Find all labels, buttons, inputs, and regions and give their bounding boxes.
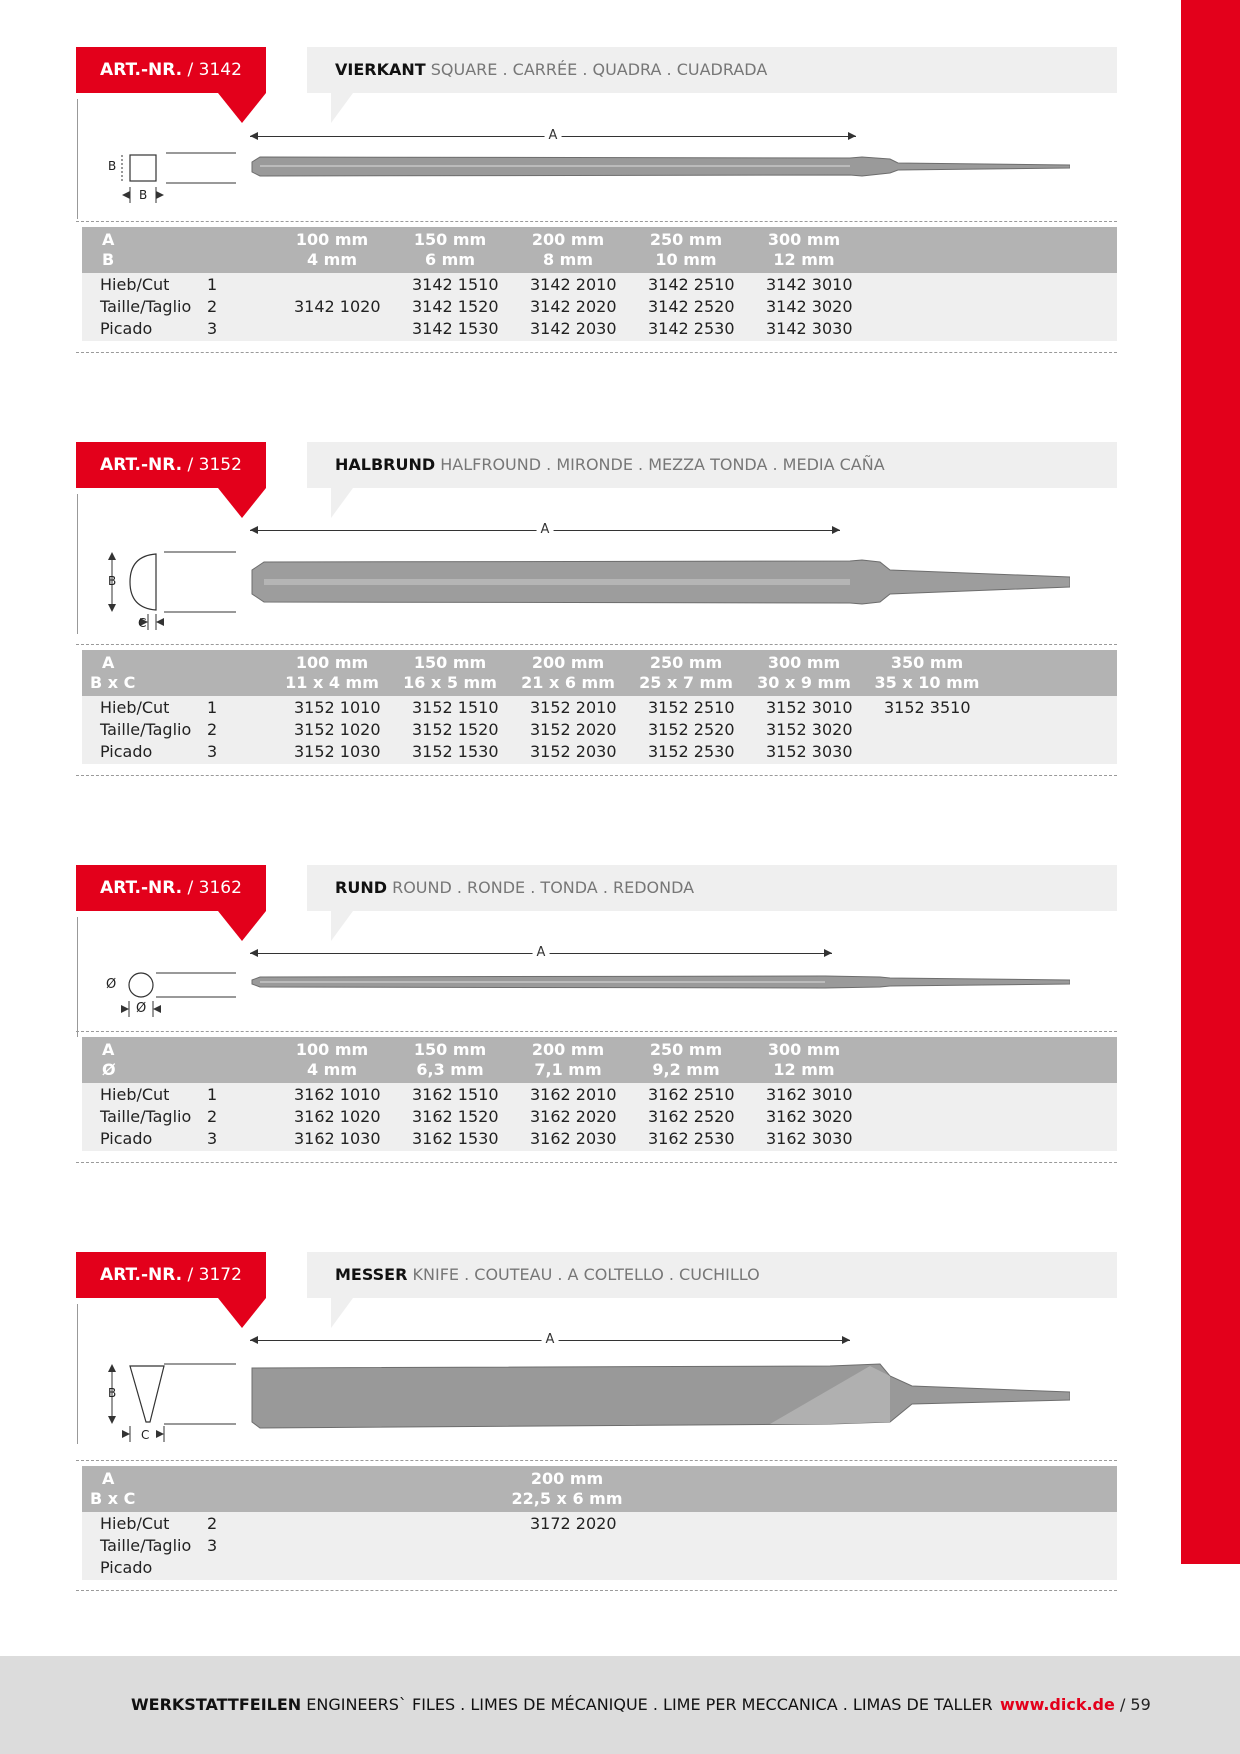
header-length: 300 mm bbox=[767, 1040, 841, 1059]
art-number-badge bbox=[76, 1252, 266, 1298]
row-cut: 3 bbox=[207, 742, 218, 761]
footer-title-rest: ENGINEERS` FILES . LIMES DE MÉCANIQUE . LIME PER MECCANICA . LIMAS DE TALLER bbox=[306, 1695, 993, 1714]
table-cell: 3152 3020 bbox=[766, 720, 853, 739]
divider-line bbox=[77, 99, 78, 219]
header-a-label: A bbox=[102, 230, 115, 249]
table-cell: 3142 3020 bbox=[766, 297, 853, 316]
row-cut: 3 bbox=[207, 1536, 218, 1555]
table-cell: 3162 1030 bbox=[294, 1129, 381, 1148]
header-size: 12 mm bbox=[773, 1060, 835, 1079]
cross-label-b: B bbox=[108, 1386, 117, 1400]
table-cell: 3162 1510 bbox=[412, 1085, 499, 1104]
row-cut: 1 bbox=[207, 698, 218, 717]
dimension-a-label: A bbox=[542, 1332, 559, 1348]
table-cell: 3142 2030 bbox=[530, 319, 617, 338]
table-cell: 3152 2020 bbox=[530, 720, 617, 739]
row-cut: 3 bbox=[207, 1129, 218, 1148]
header-size: 8 mm bbox=[542, 250, 594, 269]
product-name-de: VIERKANT bbox=[335, 60, 426, 79]
row-cut: 1 bbox=[207, 275, 218, 294]
cross-label-c: C bbox=[141, 1428, 150, 1442]
badge-pointer bbox=[218, 488, 266, 518]
header-length: 250 mm bbox=[649, 230, 723, 249]
table-cell: 3162 3030 bbox=[766, 1129, 853, 1148]
header-size: 22,5 x 6 mm bbox=[511, 1489, 623, 1508]
product-name-de: MESSER bbox=[335, 1265, 408, 1284]
art-prefix: ART.-NR. bbox=[100, 60, 183, 80]
header-length: 250 mm bbox=[649, 1040, 723, 1059]
table-cell: 3152 2030 bbox=[530, 742, 617, 761]
table-cell: 3142 2510 bbox=[648, 275, 735, 294]
row-label: Picado bbox=[100, 319, 153, 338]
art-number: / 3152 bbox=[187, 455, 242, 475]
product-title bbox=[307, 1252, 1117, 1298]
table-cell: 3162 1020 bbox=[294, 1107, 381, 1126]
row-label: Taille/Taglio bbox=[100, 1107, 192, 1126]
round-file-image bbox=[250, 969, 1070, 995]
title-pointer bbox=[331, 1298, 353, 1328]
table-header bbox=[82, 227, 1117, 273]
table-cell: 3142 1520 bbox=[412, 297, 499, 316]
table-border-top bbox=[76, 1460, 1117, 1461]
header-size: 4 mm bbox=[306, 1060, 358, 1079]
website-link[interactable]: www.dick.de bbox=[1000, 1695, 1115, 1714]
header-size: 10 mm bbox=[655, 250, 717, 269]
table-cell: 3162 2030 bbox=[530, 1129, 617, 1148]
table-cell: 3152 2530 bbox=[648, 742, 735, 761]
divider-line bbox=[77, 494, 78, 634]
header-size: 4 mm bbox=[306, 250, 358, 269]
footer-title bbox=[131, 1694, 993, 1716]
table-cell: 3152 2520 bbox=[648, 720, 735, 739]
table-cell: 3172 2020 bbox=[530, 1514, 617, 1533]
square-file-image bbox=[250, 149, 1070, 183]
table-cell: 3142 3030 bbox=[766, 319, 853, 338]
header-length: 350 mm bbox=[890, 653, 964, 672]
cross-label-b-horizontal: B bbox=[139, 188, 148, 202]
side-color-bar bbox=[1181, 0, 1240, 1564]
header-size: 16 x 5 mm bbox=[403, 673, 497, 692]
header-length: 250 mm bbox=[649, 653, 723, 672]
header-length: 200 mm bbox=[531, 1040, 605, 1059]
header-length: 300 mm bbox=[767, 230, 841, 249]
table-cell: 3152 3030 bbox=[766, 742, 853, 761]
header-length: 200 mm bbox=[530, 1469, 604, 1488]
table-cell: 3152 3510 bbox=[884, 698, 971, 717]
art-number-badge bbox=[76, 865, 266, 911]
table-border-top bbox=[76, 644, 1117, 645]
table-cell: 3142 1530 bbox=[412, 319, 499, 338]
halfround-file-image bbox=[250, 550, 1070, 614]
product-name-translations: HALFROUND . MIRONDE . MEZZA TONDA . MEDIA CAÑA bbox=[440, 455, 885, 474]
table-cell: 3162 1520 bbox=[412, 1107, 499, 1126]
product-name-de: HALBRUND bbox=[335, 455, 436, 474]
art-prefix: ART.-NR. bbox=[100, 878, 183, 898]
table-cell: 3142 2010 bbox=[530, 275, 617, 294]
table-cell: 3152 2010 bbox=[530, 698, 617, 717]
badge-pointer bbox=[218, 93, 266, 123]
title-pointer bbox=[331, 488, 353, 518]
product-section-3162 bbox=[0, 865, 1181, 1205]
header-size: 6,3 mm bbox=[416, 1060, 484, 1079]
product-title bbox=[307, 47, 1117, 93]
header-bxc-label: B x C bbox=[90, 1489, 136, 1508]
header-diameter-label: Ø bbox=[102, 1060, 116, 1079]
header-length: 200 mm bbox=[531, 653, 605, 672]
table-header bbox=[82, 650, 1117, 696]
table-body bbox=[82, 1083, 1117, 1151]
cross-label-c: C bbox=[138, 616, 147, 630]
table-cell: 3152 2510 bbox=[648, 698, 735, 717]
table-body bbox=[82, 696, 1117, 764]
divider-line bbox=[77, 917, 78, 1037]
art-number: / 3142 bbox=[187, 60, 242, 80]
row-label: Taille/Taglio bbox=[100, 720, 192, 739]
table-body bbox=[82, 1512, 1117, 1580]
header-bxc-label: B x C bbox=[90, 673, 136, 692]
page-number: / 59 bbox=[1119, 1695, 1151, 1714]
row-label: Picado bbox=[100, 1129, 153, 1148]
header-length: 100 mm bbox=[295, 230, 369, 249]
art-number-badge bbox=[76, 442, 266, 488]
product-name-translations: SQUARE . CARRÉE . QUADRA . CUADRADA bbox=[430, 60, 768, 79]
header-a-label: A bbox=[102, 1040, 115, 1059]
row-cut: 2 bbox=[207, 1514, 218, 1533]
dimension-a bbox=[250, 946, 832, 960]
row-label: Hieb/Cut bbox=[100, 1514, 170, 1533]
header-size: 30 x 9 mm bbox=[757, 673, 851, 692]
table-cell: 3142 2530 bbox=[648, 319, 735, 338]
header-length: 150 mm bbox=[413, 653, 487, 672]
header-a-label: A bbox=[102, 1469, 115, 1488]
halfround-cross-section-icon bbox=[96, 550, 246, 636]
table-header bbox=[82, 1037, 1117, 1083]
cross-label-diameter-bottom: Ø bbox=[136, 1001, 147, 1016]
product-section-3152 bbox=[0, 442, 1181, 782]
table-cell: 3152 1020 bbox=[294, 720, 381, 739]
row-cut: 1 bbox=[207, 1085, 218, 1104]
table-border-top bbox=[76, 221, 1117, 222]
page-footer bbox=[0, 1656, 1240, 1754]
table-cell: 3162 2520 bbox=[648, 1107, 735, 1126]
row-cut: 2 bbox=[207, 720, 218, 739]
header-size: 35 x 10 mm bbox=[874, 673, 980, 692]
table-cell: 3162 2010 bbox=[530, 1085, 617, 1104]
table-cell: 3162 3020 bbox=[766, 1107, 853, 1126]
table-cell: 3162 1010 bbox=[294, 1085, 381, 1104]
table-cell: 3162 1530 bbox=[412, 1129, 499, 1148]
product-title bbox=[307, 442, 1117, 488]
square-cross-section-icon bbox=[96, 151, 246, 215]
row-label: Hieb/Cut bbox=[100, 275, 170, 294]
header-size: 7,1 mm bbox=[534, 1060, 602, 1079]
table-cell: 3142 2020 bbox=[530, 297, 617, 316]
table-header bbox=[82, 1466, 1117, 1512]
dimension-a-label: A bbox=[533, 945, 550, 961]
art-number: / 3162 bbox=[187, 878, 242, 898]
badge-pointer bbox=[218, 911, 266, 941]
footer-title-bold: WERKSTATTFEILEN bbox=[131, 1695, 302, 1714]
product-name-translations: ROUND . RONDE . TONDA . REDONDA bbox=[392, 878, 695, 897]
product-name-translations: KNIFE . COUTEAU . A COLTELLO . CUCHILLO bbox=[412, 1265, 760, 1284]
dimension-a bbox=[250, 129, 856, 143]
header-length: 150 mm bbox=[413, 230, 487, 249]
cross-label-diameter: Ø bbox=[106, 977, 117, 992]
cross-label-b-vertical: B bbox=[108, 159, 117, 173]
art-number-badge bbox=[76, 47, 266, 93]
divider-line bbox=[77, 1304, 78, 1444]
product-name-de: RUND bbox=[335, 878, 387, 897]
header-size: 11 x 4 mm bbox=[285, 673, 379, 692]
header-length: 100 mm bbox=[295, 1040, 369, 1059]
row-cut: 2 bbox=[207, 1107, 218, 1126]
row-label: Picado bbox=[100, 742, 153, 761]
header-length: 200 mm bbox=[531, 230, 605, 249]
table-cell: 3152 1530 bbox=[412, 742, 499, 761]
table-border-bottom bbox=[76, 1162, 1117, 1163]
table-cell: 3162 2510 bbox=[648, 1085, 735, 1104]
table-border-bottom bbox=[76, 775, 1117, 776]
knife-file-image bbox=[250, 1358, 1070, 1442]
header-size: 25 x 7 mm bbox=[639, 673, 733, 692]
art-prefix: ART.-NR. bbox=[100, 455, 183, 475]
table-cell: 3152 1510 bbox=[412, 698, 499, 717]
header-size: 21 x 6 mm bbox=[521, 673, 615, 692]
header-size: 12 mm bbox=[773, 250, 835, 269]
cross-label-b: B bbox=[108, 574, 117, 588]
table-cell: 3162 2020 bbox=[530, 1107, 617, 1126]
dimension-a bbox=[250, 1333, 850, 1347]
knife-cross-section-icon bbox=[96, 1362, 246, 1448]
art-prefix: ART.-NR. bbox=[100, 1265, 183, 1285]
table-border-top bbox=[76, 1031, 1117, 1032]
row-label: Taille/Taglio bbox=[100, 1536, 192, 1555]
dimension-a-label: A bbox=[537, 522, 554, 538]
product-title bbox=[307, 865, 1117, 911]
header-length: 150 mm bbox=[413, 1040, 487, 1059]
product-section-3142 bbox=[0, 47, 1181, 387]
header-size: 9,2 mm bbox=[652, 1060, 720, 1079]
dimension-a bbox=[250, 523, 840, 537]
table-cell: 3142 1020 bbox=[294, 297, 381, 316]
row-label: Hieb/Cut bbox=[100, 1085, 170, 1104]
header-size: 6 mm bbox=[424, 250, 476, 269]
row-label: Picado bbox=[100, 1558, 153, 1577]
table-cell: 3152 1520 bbox=[412, 720, 499, 739]
header-length: 100 mm bbox=[295, 653, 369, 672]
table-cell: 3152 1030 bbox=[294, 742, 381, 761]
dimension-a-label: A bbox=[545, 128, 562, 144]
table-cell: 3142 1510 bbox=[412, 275, 499, 294]
header-length: 300 mm bbox=[767, 653, 841, 672]
footer-link bbox=[1000, 1694, 1151, 1716]
art-number: / 3172 bbox=[187, 1265, 242, 1285]
table-cell: 3152 3010 bbox=[766, 698, 853, 717]
table-cell: 3142 3010 bbox=[766, 275, 853, 294]
row-cut: 2 bbox=[207, 297, 218, 316]
row-cut: 3 bbox=[207, 319, 218, 338]
badge-pointer bbox=[218, 1298, 266, 1328]
round-cross-section-icon bbox=[96, 971, 246, 1033]
table-border-bottom bbox=[76, 352, 1117, 353]
row-label: Hieb/Cut bbox=[100, 698, 170, 717]
table-cell: 3152 1010 bbox=[294, 698, 381, 717]
table-cell: 3162 3010 bbox=[766, 1085, 853, 1104]
header-b-label: B bbox=[102, 250, 115, 269]
table-body bbox=[82, 273, 1117, 341]
header-a-label: A bbox=[102, 653, 115, 672]
table-border-bottom bbox=[76, 1590, 1117, 1591]
title-pointer bbox=[331, 93, 353, 123]
row-label: Taille/Taglio bbox=[100, 297, 192, 316]
title-pointer bbox=[331, 911, 353, 941]
product-section-3172 bbox=[0, 1252, 1181, 1592]
table-cell: 3162 2530 bbox=[648, 1129, 735, 1148]
table-cell: 3142 2520 bbox=[648, 297, 735, 316]
